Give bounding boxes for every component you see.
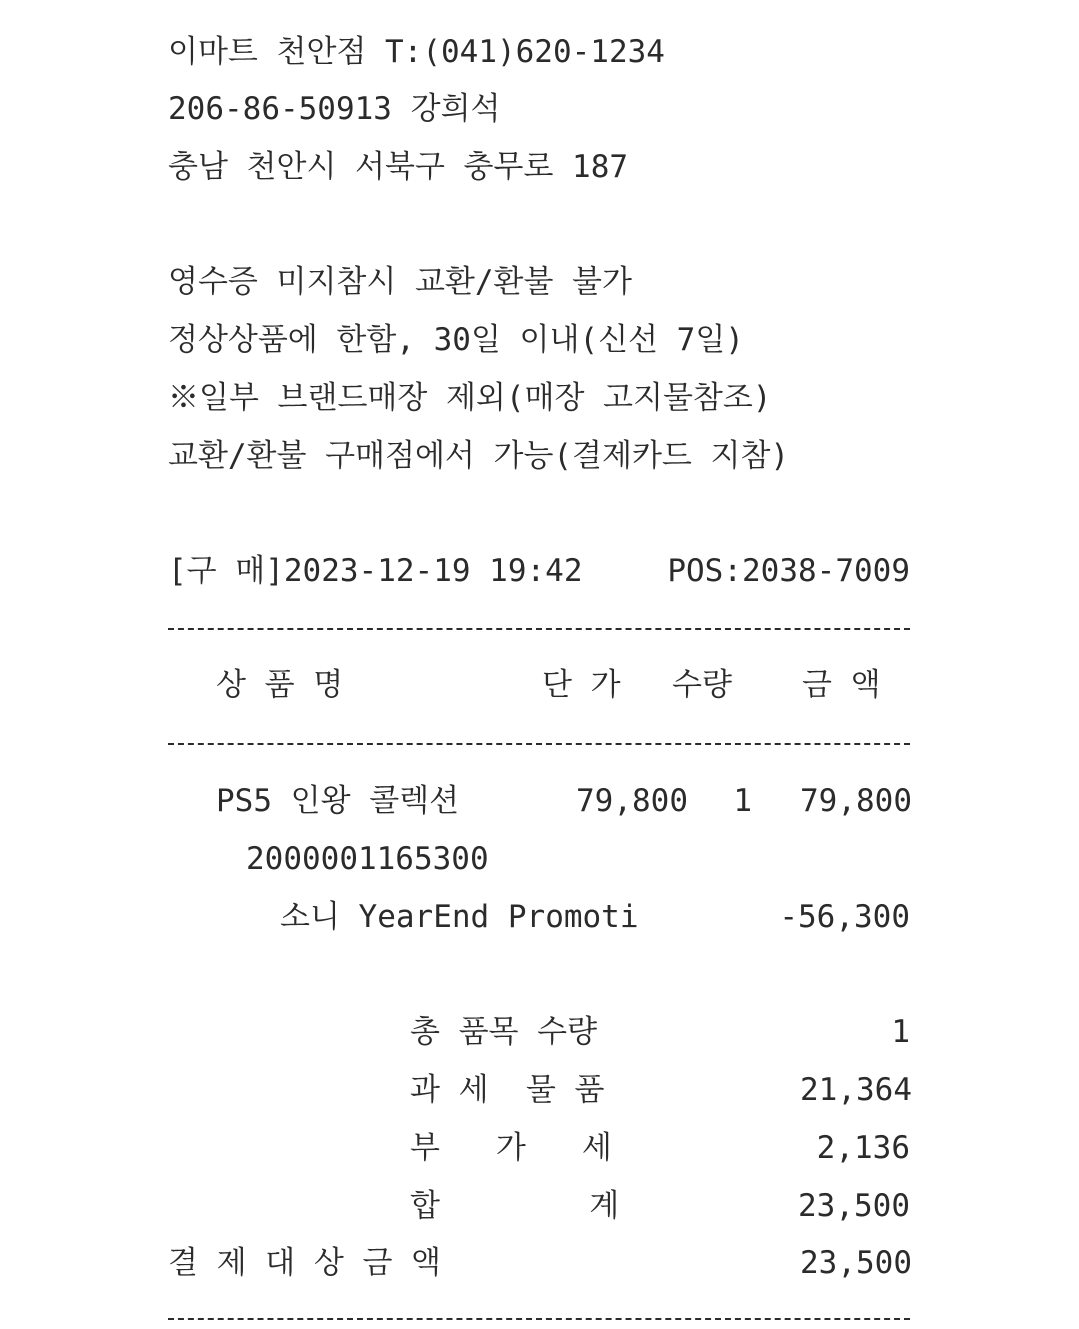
store-name-phone: 이마트 천안점 T:(041)620-1234 — [168, 34, 665, 70]
store-address: 충남 천안시 서북구 충무로 187 — [168, 149, 629, 185]
policy-line-4: 교환/환불 구매점에서 가능(결제카드 지참) — [168, 438, 790, 474]
item-name: PS5 인왕 콜렉션 — [216, 783, 460, 819]
policy-line-2: 정상상품에 한함, 30일 이내(신선 7일) — [168, 322, 744, 358]
column-header-amount: 금 액 — [802, 667, 881, 703]
item-discount-label: 소니 YearEnd Promoti — [280, 899, 639, 935]
store-business-number-owner: 206-86-50913 강희석 — [168, 91, 501, 127]
item-discount-amount: -56,300 — [779, 899, 910, 935]
transaction-type-datetime: [구 매]2023-12-19 19:42 — [168, 553, 583, 589]
pos-number: POS:2038-7009 — [667, 553, 910, 589]
total-items-label: 총 품목 수량 — [410, 1014, 598, 1050]
taxable-goods-value: 21,364 — [800, 1072, 912, 1108]
column-header-quantity: 수량 — [672, 667, 732, 703]
taxable-goods-label: 과 세 물 품 — [410, 1072, 605, 1108]
item-quantity: 1 — [733, 783, 752, 819]
item-barcode: 2000001165300 — [246, 841, 489, 877]
sum-value: 23,500 — [798, 1188, 910, 1224]
policy-line-3: ※일부 브랜드매장 제외(매장 고지물참조) — [168, 380, 772, 416]
item-amount: 79,800 — [800, 783, 912, 819]
vat-value: 2,136 — [816, 1130, 910, 1166]
vat-label: 부 가 세 — [410, 1130, 612, 1166]
policy-line-1: 영수증 미지참시 교환/환불 불가 — [168, 264, 632, 300]
divider — [168, 1318, 910, 1320]
total-items-value: 1 — [891, 1014, 910, 1050]
divider — [168, 743, 910, 745]
payment-amount-label: 결 제 대 상 금 액 — [168, 1245, 441, 1281]
payment-amount-value: 23,500 — [800, 1245, 912, 1281]
sum-label: 합 계 — [410, 1188, 620, 1224]
column-header-product: 상 품 명 — [216, 667, 344, 703]
column-header-unit-price: 단 가 — [542, 667, 621, 703]
divider — [168, 628, 910, 630]
item-unit-price: 79,800 — [576, 783, 688, 819]
